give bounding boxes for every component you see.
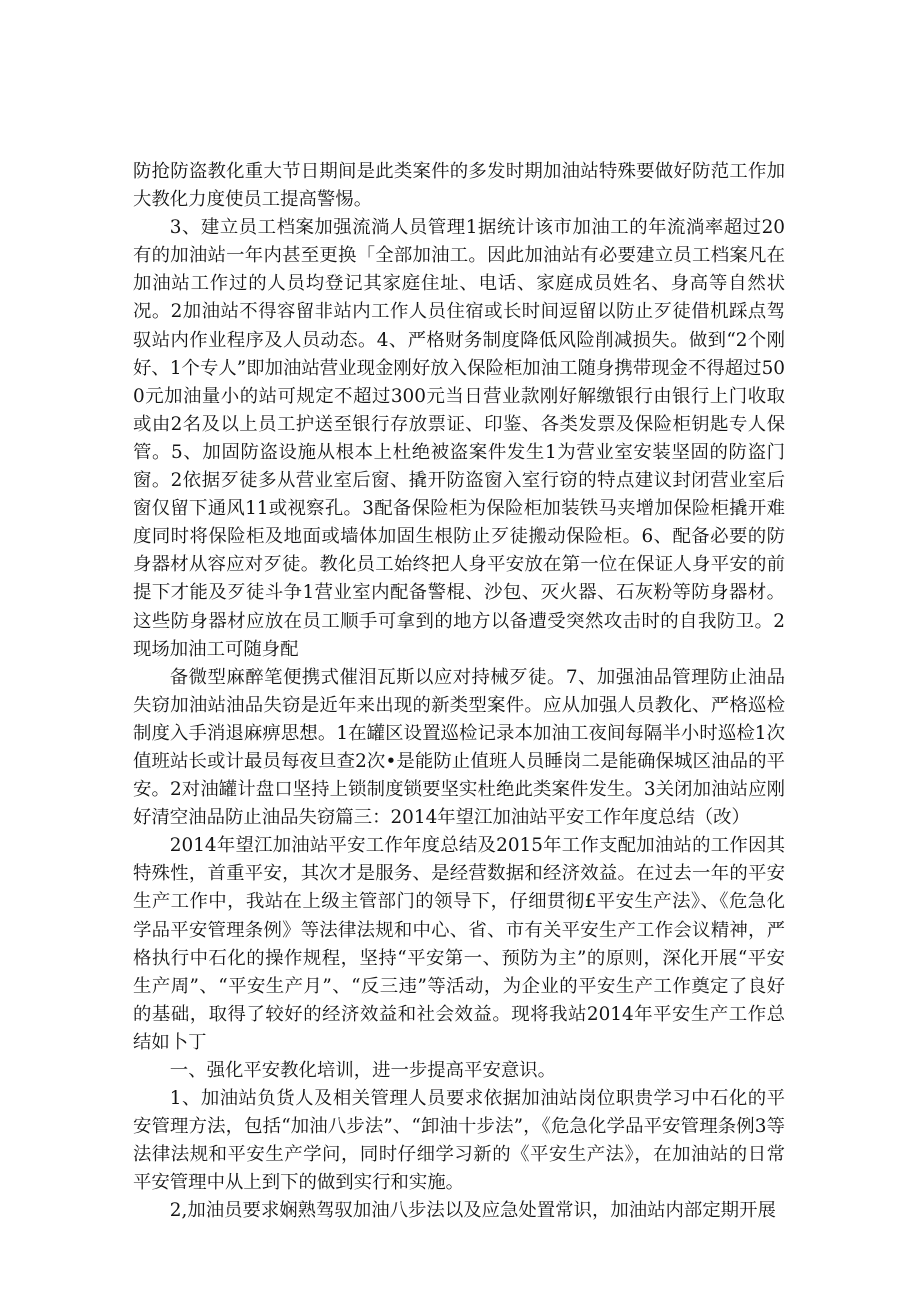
- paragraph-5: 一、强化平安教化培训，进一步提高平安意识。: [169, 1060, 557, 1081]
- document-body: [133, 158, 785, 1226]
- paragraph-4: 2014年望江加油站平安工作年度总结及2015年工作支配加油站的工作因其特殊性，首重平安，其次才是服务、是经营数据和经济效益。在过去一年的平安生产工作中，我站在上级主管部门的领导下，仔细贯彻£平安生产法》、《危急化学品平安管理条例》等法律法规和中心、省、市有关平安生产工作会议精神，严格执行中石化的操作规程，坚持“平安第一、预防为主”的原则，深化开展“平安生产周”、“平安生产月”、“反三违”等活动，为企业的平安生产工作奠定了良好的基础，取得了较好的经济效益和社会效益。现将我站2014年平安生产工作总结如卜丁: [133, 835, 785, 1053]
- paragraph-1: 防抢防盗教化重大节日期间是此类案件的多发时期加油站特殊要做好防范工作加大教化力度使员工提高警惕。: [133, 161, 785, 211]
- paragraph-6: 1、加油站负货人及相关管理人员要求依据加油站岗位职贵学习中石化的平安管理方法，包括“加油八步法”、“卸油十步法”，《危急化学品平安管理条例3等法律法规和平安生产学问，同时仔细学习新的《平安生产法》，在加油站的日常平安管理中从上到下的做到实行和实施。: [133, 1088, 785, 1194]
- paragraph-3: 备微型麻醉笔便携式催泪瓦斯以应对持械歹徒。7、加强油品管理防止油品失窃加油站油品失窃是近年来出现的新类型案件。应从加强人员教化、严格巡检制度入手消退麻痹思想。1在罐区设置巡检记录本加油工夜间每隔半小时巡检1次值班站长或计最员每夜旦查2次•是能防止值班人员睡岗二是能确保城区油品的平安。2对油罐计盘口坚持上锁制度锁要坚实杜绝此类案件发生。3关闭加油站应刚好清空油品防止油品失窃篇三：2014年望江加油站平安工作年度总结（改）: [133, 666, 785, 829]
- paragraph-2: 3、建立员工档案加强流淌人员管理1据统计该市加油工的年流淌率超过20有的加油站一年内甚至更换「全部加油工。因此加油站有必要建立员工档案凡在加油站工作过的人员均登记其家庭住址、电话、家庭成员姓名、身高等自然状况。2加油站不得容留非站内工作人员住宿或长时间逗留以防止歹徒借机踩点驾驭站内作业程序及人员动态。4、严格财务制度降低风险削减损失。做到“2个刚好、1个专人”即加油站营业现金刚好放入保险柜加油工随身携带现金不得超过500元加油量小的站可规定不超过300元当日营业款刚好解缴银行由银行上门收取或由2名及以上员工护送至银行存放票证、印鉴、各类发票及保险柜钥匙专人保管。5、加固防盗设施从根本上杜绝被盗案件发生1为营业室安装坚固的防盗门窗。2依据歹徒多从营业室后窗、撬开防盗窗入室行窃的特点建议封闭营业室后窗仅留下通风11或视察孔。3配备保险柜为保险柜加装铁马夹增加保险柜撬开难度同时将保险柜及地面或墙体加固生根防止歹徒搬动保险柜。6、配备必要的防身器材从容应对歹徒。教化员工始终把人身平安放在第一位在保证人身平安的前提下才能及歹徒斗争1营业室内配备警棍、沙包、灭火器、石灰粉等防身器材。这些防身器材应放在员工顺手可拿到的地方以备遭受突然攻击时的自我防卫。2现场加油工可随身配: [133, 217, 785, 660]
- paragraph-7: 2,加油员要求娴熟驾驭加油八步法以及应急处置常识，加油站内部定期开展: [169, 1200, 776, 1222]
